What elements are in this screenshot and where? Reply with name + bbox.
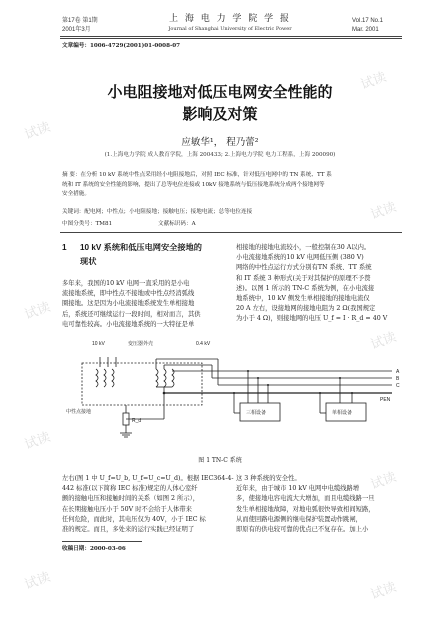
label-phase-b: B [396, 376, 400, 382]
section-title-line-1: 10 kV 系统和低压电网安全接地的 [80, 243, 202, 252]
label-0-4kv: 0.4 kV [196, 341, 211, 347]
body-line: 发生单相接地故障，对地电弧很快导致相间短路， [236, 505, 375, 513]
watermark: 试读 [22, 428, 53, 452]
volume-cn: 第17卷 第1期 [62, 18, 98, 24]
body-line: 颤的接触电压和接触时间的关系（如图 2 所示）， [62, 495, 200, 503]
transformer-enclosure [82, 363, 202, 405]
body-line: 从而使回路电源侧的继电保护装置动作跳闸， [236, 515, 362, 523]
watermark: 试读 [368, 328, 399, 352]
body-line: 电可靠性较高。小电流接地系统的一大特征是单 [62, 320, 195, 328]
secondary-winding [156, 369, 158, 387]
label-rd: R_d [132, 418, 142, 424]
body-line: 和 IT 系统 3 种形式(关于对其保护的原理不予赘 [236, 274, 371, 282]
body-line: 多年来，我国的10 kV 电网一直采用的是小电 [62, 280, 190, 287]
label-three-phase-device: 三相设备 [246, 410, 267, 416]
watermark: 试读 [22, 298, 53, 322]
left-column-bottom [62, 474, 234, 535]
title-line-2: 影响及对策 [182, 105, 258, 123]
secondary-winding [172, 369, 174, 387]
left-column-top [62, 279, 228, 330]
tn-c-system-diagram [62, 333, 406, 453]
body-line: 地系统中，10 kV 侧发生单相接地的接地电流仅 [236, 295, 370, 303]
body-line: 在长期接触电压小于 50V 时不会给于人体带来 [62, 505, 192, 513]
right-column-top [236, 243, 406, 325]
journal-title-en: Journal of Shanghai University of Electric Power [168, 26, 292, 32]
body-line: 后，系统还可继续运行一段时间，相对而言，其供 [62, 310, 201, 318]
authors: 应敏华¹， 程乃蕾² [181, 137, 259, 148]
abstract-line: 摘 要：在分析 10 kV 系统中性点采用经小电阻接地后，对照 IEC 标准，针对低压电网中的 TN 系统、TT 系 [62, 172, 332, 178]
received-date: 收稿日期：2000-03-06 [62, 546, 126, 552]
primary-winding [96, 369, 98, 387]
affiliation: (1.上海电力学院 成人教育学院，上海 200433; 2.上海电力学院 电力工程系，上海 200090) [104, 152, 336, 158]
date-en: Mar. 2001 [352, 27, 379, 33]
body-line: 这 3 种系统的安全性。 [236, 475, 301, 482]
label-single-phase-device: 单相设备 [332, 410, 353, 416]
label-transformer-enclosure: 变压器外壳 [128, 341, 154, 347]
body-line: 圈接地。这是因为小电流接地系统发生单相接地 [62, 300, 195, 308]
title-line-1: 小电阻接地对低压电网安全性能的 [107, 83, 333, 101]
watermark: 试读 [22, 118, 53, 142]
watermark: 试读 [368, 468, 399, 492]
watermark: 试读 [368, 578, 399, 602]
primary-winding [112, 369, 114, 387]
body-line: 网络的中性点运行方式分别有TN 系统、TT 系统 [236, 264, 372, 272]
abstract-rule [60, 232, 402, 233]
body-line: 近年来，由于城市 10 kV 电网中电缆线路增 [236, 485, 360, 493]
journal-title-cn: 上 海 电 力 学 院 学 报 [168, 14, 292, 24]
body-line: 相接地的接地电流较小，一般控制在30 A以内。 [236, 244, 371, 251]
body-line: 为小于 4 Ω)，则接地网的电压 U_f = I · R_d = 40 V [236, 315, 388, 323]
watermark: 试读 [22, 568, 53, 592]
figure-caption: 图 1 TN-C 系统 [198, 457, 242, 464]
body-line: 即原有的供电较可靠的优点已不复存在。加上小 [236, 526, 369, 534]
section-title-line-2: 现状 [80, 257, 97, 266]
header-rule [60, 36, 402, 37]
abstract [62, 171, 406, 198]
header-rule-thin [60, 38, 402, 39]
date-cn: 2001年3月 [62, 27, 91, 33]
footnote-rule [62, 541, 142, 542]
abstract-line: 安全措施。 [62, 191, 90, 197]
section-number: 1 [62, 243, 67, 252]
body-line: 左右(图 1 中 U_f=U_b, U_f=U_c=U_d)。根据 IEC364-4- [62, 475, 234, 482]
body-line: 小电流接地系统的10 kV 电网低压侧 (380 V) [236, 254, 364, 262]
clc-number: 中图分类号：TM81 [62, 221, 113, 227]
watermark: 试读 [368, 198, 399, 222]
watermark: 试读 [358, 68, 389, 92]
label-phase-a: A [396, 369, 400, 375]
body-line: 准的规定。而且，多处来的运行实践已经证明了 [62, 526, 195, 534]
primary-winding [104, 369, 106, 387]
label-neutral-grounding: 中性点接地 [66, 409, 92, 415]
body-line: 述)。以图 1 所示的 TN-C 系统为例，在小电流接 [236, 284, 375, 292]
keywords: 关键词：配电网；中性点；小电阻接地；接触电压；接地电流；总等电位连接 [62, 209, 253, 215]
label-pen: PEN [380, 397, 391, 403]
article-number: 文章编号：1006-4729(2001)01-0008-07 [62, 43, 181, 49]
body-line: 20 A 左右，设接地网的接地电阻为 2 Ω(我国规定 [236, 305, 376, 313]
body-line: 多，使接地电容电流大大增加，而且电缆线路一旦 [236, 495, 375, 503]
label-phase-c: C [396, 383, 400, 389]
body-line: 流接地系统，即中性点不接地或中性点经消弧线 [62, 290, 195, 298]
secondary-winding [164, 369, 166, 387]
abstract-line: 统和 IT 系统的安全性能的影响，提出了总等电位连接或 10kV 接地系统与低压接地系统分成两个接地网等 [62, 181, 325, 188]
volume-en: Vol.17 No.1 [352, 18, 384, 24]
label-10kv: 10 kV [92, 341, 105, 347]
body-line: 任何危险，而此时，其电压仅为 40V，小于 IEC 标 [62, 515, 206, 523]
body-line: 442 标准(以下简称 IEC 标准)规定的人体心室纤 [62, 485, 198, 493]
document-code: 文献标识码：A [158, 221, 196, 227]
